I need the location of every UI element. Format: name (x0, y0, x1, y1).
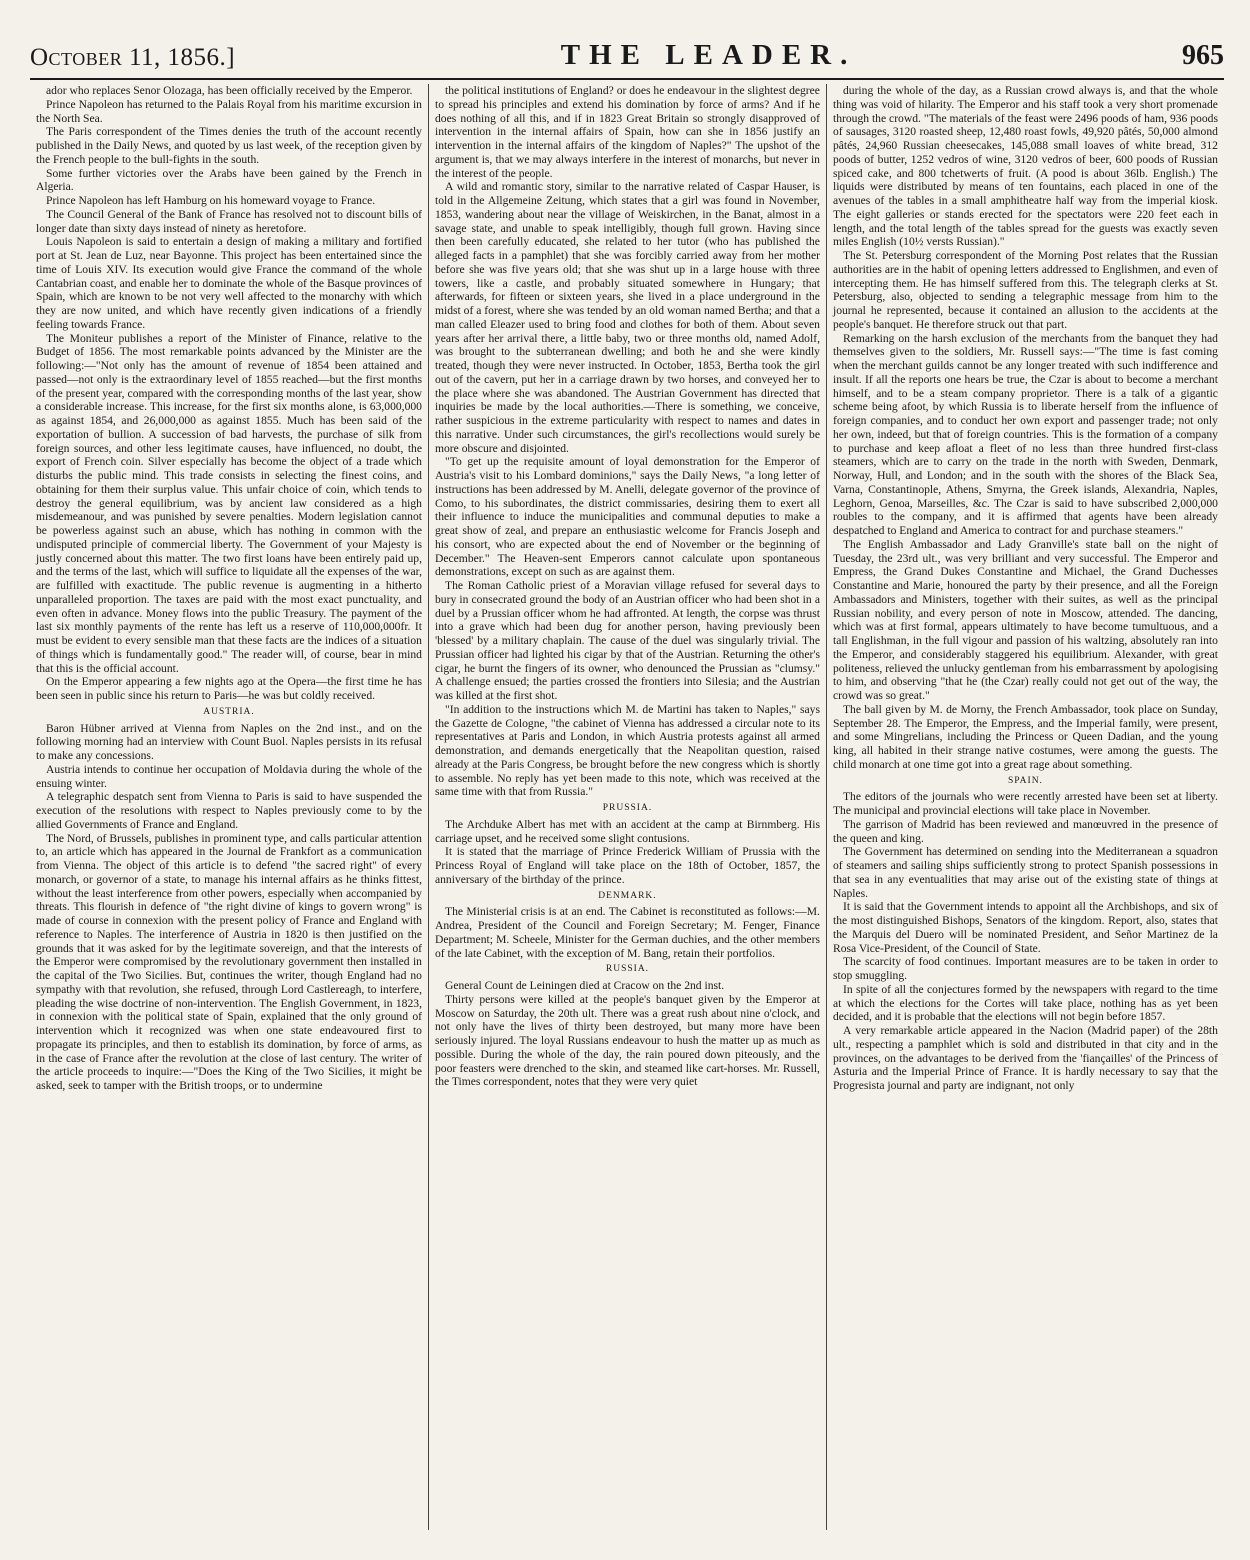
article-paragraph: Baron Hübner arrived at Vienna from Naples on the 2nd inst., and on the following morning had an interview with Count Buol. Naples persists in its refusal to make any concessions. (36, 721, 422, 762)
masthead (30, 39, 1224, 80)
article-paragraph: The Roman Catholic priest of a Moravian village refused for several days to bury in consecrated ground the body of an Austrian officer who had been shot in a duel by a Prussian officer whom he had affronted. At length, the corpse was thrust into a grave which had been dug for another person, having previously been 'blessed' by a military chaplain. The cause of the duel was singularly trivial. The Prussian officer had lighted his cigar by that of the Austrian. Returning the other's cigar, he burnt the fingers of its owner, who denounced the Prussian as "clumsy." A challenge ensued; the parties crossed the frontiers into Silesia; and the Austrian was killed at the first shot. (434, 579, 820, 702)
article-paragraph: The St. Petersburg correspondent of the Morning Post relates that the Russian authorities are in the habit of opening letters addressed to Englishmen, and even of intercepting them. He has himself suffered from this. The telegraph clerks at St. Petersburg, also, objected to sending a telegraphic message from him to the journal he represented, because it contained an allusion to the accidents at the people's banquet. He therefore struck out that part. (832, 249, 1218, 331)
newspaper-title: THE LEADER. (560, 39, 857, 71)
article-paragraph: A very remarkable article appeared in the Nacion (Madrid paper) of the 28th ult., respecting a pamphlet which is sold and distributed in that city and in the provinces, on the advantages to be derived from the 'fiançailles' of the Princess of Asturia and the Imperial Prince of France. It is hardly necessary to say that the Progresista journal and party are indignant, not only (832, 1024, 1218, 1092)
article-paragraph: "To get up the requisite amount of loyal demonstration for the Emperor of Austria's visit to his Lombard dominions," says the Daily News, "a long letter of instructions has been addressed by M. Anelli, delegate governor of the province of Como, to his subordinates, the district commissaries, desiring them to exert all their influence to induce the municipalities and communal deputies to make a great show of zeal, and prepare an enthusiastic welcome for Francis Joseph and his consort, who are expected about the end of November or the beginning of December." The Heaven-sent Emperors cannot calculate upon spontaneous demonstrations, except on such as are against them. (434, 455, 820, 579)
article-paragraph: The editors of the journals who were recently arrested have been set at liberty. The municipal and provincial elections will take place in November. (832, 790, 1218, 817)
section-heading: SPAIN. (1007, 775, 1043, 786)
article-paragraph: It is stated that the marriage of Prince Frederick William of Prussia with the Princess Royal of England will take place on the 18th of October, 1857, the anniversary of the birthday of the prince. (434, 845, 820, 886)
article-paragraph: The Council General of the Bank of France has resolved not to discount bills of longer date than sixty days instead of ninety as heretofore. (36, 207, 422, 235)
article-paragraph: "In addition to the instructions which M. de Martini has taken to Naples," says the Gazette de Cologne, "the cabinet of Vienna has addressed a circular note to its representatives at Paris and London, in which Austria protests against all armed demonstration, and demands energetically that the Neapolitan question, raised already at the Paris Congress, be brought before the new congress which is shortly to assemble. No reply has yet been made to this note, which was received at the same time with that from Russia." (434, 702, 820, 799)
section-heading: PRUSSIA. (602, 803, 653, 813)
article-paragraph: Prince Napoleon has left Hamburg on his homeward voyage to France. (46, 194, 376, 207)
article-paragraph: It is said that the Government intends to appoint all the Archbishops, and six of the most distinguished Bishops, Senators of the kingdom. Report, also, states that the Marquis del Duero will be nominated President, and Señor Martinez de la Rosa Vice-President, of the Council of State. (832, 900, 1218, 955)
article-paragraph: during the whole of the day, as a Russian crowd always is, and that the whole thing was void of hilarity. The Emperor and his staff took a very short promenade through the crowd. "The materials of the feast were 2496 poods of ham, 936 poods of sausages, 3120 roasted sheep, 12,480 roast fowls, 49,920 pâtés, 50,000 almond pâtés, 24,960 Russian cheesecakes, 145,088 small loaves of white bread, 312 poods of butter, 1252 vedros of wine, 3120 vedros of beer, 600 poods of Russian spiced cake, and 800 tchetwerts of fruit. (A pood is about 36lb. English.) The liquids were distributed by means of ten fountains, each placed in one of the avenues of the tables in a small amphitheatre half way from the imperial kiosk. The eight galleries or stands erected for the spectators were 220 feet each in length, and the total length of the tables spread for the guests was exactly seven miles English (10½ versts Russian)." (832, 84, 1218, 249)
section-heading: RUSSIA. (605, 964, 650, 975)
article-paragraph: The Government has determined on sending into the Mediterranean a squadron of steamers and sailing ships sufficiently strong to protect Spanish possessions in that sea in any eventualities that may arise out of the existing state of things at Naples. (832, 845, 1218, 900)
article-paragraph: The Moniteur publishes a report of the Minister of Finance, relative to the Budget of 1856. The most remarkable points advanced by the Minister are the following:—"Not only has the amount of revenue of 1854 been attained and passed—not only is the extraordinary level of 1855 reached—but the first months of the present year, compared with the corresponding months of the last year, show a considerable increase. This increase, for the first six months alone, is 63,000,000 as against 1854, and 26,000,000 as against 1855. Much has been said of the exportation of bullion. A succession of bad harvests, the purchase of silk from foreign sources, and other less legitimate causes, have influenced, no doubt, the export of French coin. Silver especially has become the object of a trade which disturbs the public mind. This trade consists in selecting the finest coins, and obtaining for them their surplus value. This unfair choice of coin, which tends to destroy the general equilibrium, was by ancient law considered as a high misdemeanour, and was punished by severe penalties. Modern legislation cannot be powerless against such an abuse, which has nothing in common with the undisputed principle of commercial liberty. The Government of your Majesty is justly concerned about this matter. The two first loans have been entirely paid up, and the terms of the last, which will suffice to liquidate all the expenses of the war, are fulfilled with exactitude. The public revenue is augmenting in a hitherto unparalleled proportion. The taxes are paid with the most exact punctuality, and even often in advance. Money flows into the public Treasury. The payment of the last six monthly payments of the rente has left us a reserve of 110,000,000fr. It must be evident to every sensible man that these facts are the indices of a situation of things which is fundamentally good." The reader will, of course, bear in mind that this is the official account. (36, 331, 422, 675)
article-paragraph: The ball given by M. de Morny, the French Ambassador, took place on Sunday, September 28. The Emperor, the Empress, and the Imperial family, were present, and some Mingrelians, including the Princess or Queen Dadian, and the young king, all habited in their strange native costumes, were among the guests. The child monarch at one time got into a great rage about something. (832, 702, 1218, 771)
article-paragraph: On the Emperor appearing a few nights ago at the Opera—the first time he has been seen in public since his return to Paris—he was but coldly received. (36, 675, 422, 702)
article-columns (30, 84, 1224, 1530)
article-paragraph: Some further victories over the Arabs have been gained by the French in Algeria. (36, 166, 422, 194)
article-paragraph: A wild and romantic story, similar to the narrative related of Caspar Hauser, is told in the Allgemeine Zeitung, which states that a girl was found in November, 1853, wandering about near the village of Weiskirchen, in the Banat, almost in a savage state, and unable to speak intelligibly, though full grown. Having since then been carefully educated, she related to her tutor (who has published the alleged facts in a pamphlet) that she was forcibly carried away from her mother before she was five years old; that she was shut up in a large house with three towers, like a castle, and probably situated somewhere in Hungary; that afterwards, for fifteen or sixteen years, she lived in a place underground in the midst of a forest, where she was tended by an old woman named Bertha; and that a man called Eleazer used to bring food and clothes for both of them. About seven years after her arrival there, a little baby, two or three months old, named Adolf, was brought to the subterranean dwelling; and both he and she were kindly treated, though they were never instructed. In October, 1853, Bertha took the girl out of the cavern, put her in a carriage drawn by two horses, and conveyed her to the place where she was abandoned. The Austrian Government has directed that inquiries be made by the local authorities.—There is something, we conceive, rather suspicious in the extreme particularity with respect to names and dates in this narrative. Under such circumstances, the girl's recollections would surely be more obscure and disjointed. (434, 180, 820, 455)
article-paragraph: the political institutions of England? or does he endeavour in the slightest degree to spread his principles and extend his domination by force of arms? And if he does nothing of all this, and if in 1823 Great Britain so strongly disapproved of intervention in the internal affairs of Spain, how can she in 1856 justify an intervention in the internal affairs of the kingdom of Naples?" The upshot of the argument is, that we may always interfere in the interest of monarchs, but never in the interest of the people. (434, 84, 820, 180)
article-paragraph: Thirty persons were killed at the people's banquet given by the Emperor at Moscow on Saturday, the 20th ult. There was a great rush about nine o'clock, and not only have the lives of thirty been destroyed, but many more have been seriously injured. The loyal Russians endeavour to hush the matter up as much as possible. During the whole of the day, the rain poured down piteously, and the poor feasters were drenched to the skin, and steamed like cart-horses. Mr. Russell, the Times correspondent, notes that they were very quiet (434, 992, 820, 1089)
article-paragraph: The garrison of Madrid has been reviewed and manœuvred in the presence of the queen and king. (832, 817, 1218, 845)
article-paragraph: Louis Napoleon is said to entertain a design of making a military and fortified port at St. Jean de Luz, near Bayonne. This project has been entertained since the time of Louis XIV. Its execution would give France the command of the whole Cantabrian coast, and enable her to dominate the whole of the Basque provinces of Spain, which are known to be not very well affected to the monarchy with which they are now united, and which have recently given indications of a friendly feeling towards France. (36, 235, 422, 331)
issue-date: October 11, 1856.] (30, 44, 236, 71)
column-3 (826, 84, 1224, 1530)
article-paragraph: The Paris correspondent of the Times denies the truth of the account recently published in the Daily News, and quoted by us last week, of the reception given by the French people to the bull-fights in the south. (36, 125, 422, 166)
page-number: 965 (1182, 40, 1224, 71)
article-paragraph: The Archduke Albert has met with an accident at the camp at Birnmberg. His carriage upset, and he received some slight contusions. (434, 817, 820, 845)
section-heading: AUSTRIA. (203, 706, 255, 717)
column-1 (30, 84, 428, 1530)
article-paragraph: The scarcity of food continues. Important measures are to be taken in order to stop smuggling. (832, 955, 1218, 982)
article-paragraph: The English Ambassador and Lady Granville's state ball on the night of Tuesday, the 23rd ult., was very brilliant and very successful. The Emperor and Empress, the Grand Dukes Constantine and Michael, the Grand Duchesses Constantine and Marie, honoured the party by their presence, and all the Foreign Ambassadors and Ministers, together with their suites, as well as the principal Russian nobility, and every person of note in Moscow, attended. The dancing, which was at first formal, appears ultimately to have become tumultuous, and a tall Englishman, in the full vigour and passion of his waltzing, absolutely ran into the Emperor, and considerably staggered his equilibrium. Alexander, with great politeness, relieved the unlucky gentleman from his embarrassment by apologising to him, and observing "that he (the Czar) really could not get out of the way, the crowd was so great." (832, 537, 1218, 702)
article-paragraph: General Count de Leiningen died at Cracow on the 2nd inst. (444, 979, 725, 992)
section-heading: DENMARK. (598, 890, 657, 901)
article-paragraph: The Ministerial crisis is at an end. The Cabinet is reconstituted as follows:—M. Andrea, President of the Council and Foreign Secretary; M. Fenger, Finance Department; M. Scheele, Minister for the German duchies, and the other members of the late Cabinet, with the exception of M. Bang, retain their portfolios. (434, 905, 820, 960)
column-2 (428, 84, 826, 1530)
article-paragraph: Prince Napoleon has returned to the Palais Royal from his maritime excursion in the North Sea. (36, 97, 422, 125)
article-paragraph: In spite of all the conjectures formed by the newspapers with regard to the time at which the elections for the Cortes will take place, nothing has as yet been decided, and it is probable that the elections will not begin before 1857. (832, 982, 1218, 1024)
article-paragraph: A telegraphic despatch sent from Vienna to Paris is said to have suspended the execution of the resolutions with respect to Naples previously come to by the allied Governments of France and England. (36, 790, 422, 831)
article-paragraph: Austria intends to continue her occupation of Moldavia during the whole of the ensuing winter. (36, 762, 422, 790)
article-paragraph: ador who replaces Senor Olozaga, has been officially received by the Emperor. (46, 84, 413, 97)
article-paragraph: The Nord, of Brussels, publishes in prominent type, and calls particular attention to, an article which has appeared in the Journal de Frankfort as a communication from Vienna. The object of this article is to defend "the sacred right" of every monarch, or governor of a state, to manage his internal affairs as he thinks fittest, without the least interference from other powers, especially when accompanied by threats. This flourish in defence of "the right divine of kings to govern wrong" is made of course in connexion with the present policy of France and England with reference to Naples. The interference of Austria in 1820 is then justified on the grounds that it was asked for by the legitimate sovereign, and that the interests of the Emperor were compromised by the revolutionary government then installed in the capital of the Two Sicilies. But, continues the writer, though England had no sympathy with that revolution, she refused, through Lord Castlereagh, to interfere, pleading the wise doctrine of non-intervention. The English Government, in 1823, in connexion with the political state of Spain, explained that the only ground of intervention which it recognized was when one state endeavoured first to propagate its principles, and then to establish its domination, by force of arms, as in the case of France after the revolution at the close of last century. The writer of the article proceeds to inquire:—"Does the King of the Two Sicilies, it might be asked, seek to tamper with the British troops, or to undermine (36, 831, 422, 1092)
article-paragraph: Remarking on the harsh exclusion of the merchants from the banquet they had themselves given to the soldiers, Mr. Russell says:—"The time is fast coming when the merchant guilds cannot be any longer treated with such indifference and insult. If all the reports one hears be true, the Czar is about to become a merchant himself, and to be a steam company proprietor. There is a talk of a gigantic scheme being afoot, by which Russia is to liberate herself from the influence of foreign companies, and to conduct her own export and passenger trade; not only her own, indeed, but that of foreign countries. This is the formation of a company to purchase and keep afloat a fleet of no less than three hundred first-class steamers, which are to carry on the trade in the north with Sweden, Denmark, Norway, Hull, and London; and in the south with the shores of the Black Sea, Varna, Constantinople, Athens, Smyrna, the Greek islands, Alexandria, Naples, Leghorn, Genoa, Marseilles, &c. The Czar is said to have subscribed 2,000,000 roubles to the company, and it is affirmed that agents have been already despatched to England and America to contract for and purchase steamers." (832, 331, 1218, 537)
